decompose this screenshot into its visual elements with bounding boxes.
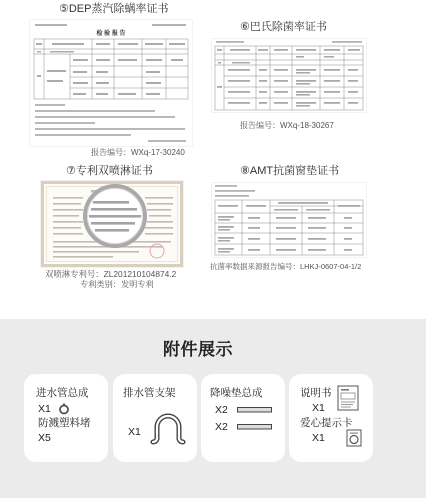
amt-certificate-caption: 抗菌率数据来源报告编号：LHKJ-0607-04-1/2 [210,262,362,271]
pasteur-certificate-image [212,39,366,112]
accessory-card-inlet-hose [24,374,108,462]
accessory-card-manual [289,374,373,462]
inlet-hose-qty: X1 [38,403,51,415]
pasteur-certificate-caption: 报告编号：WXq-18-30267 [240,121,334,130]
splash-plug-label: 防溅塑料堵 [38,417,91,429]
pad-bar-icon [237,424,273,430]
patent-certificate-document [41,181,183,267]
pasteur-certificate-title: ⑥巴氏除菌率证书 [240,21,327,33]
patent-number-caption: 双喷淋专利号：ZL201210104874.2 [45,269,177,279]
patent-type-caption: 专利类别：发明专利 [80,280,154,289]
dep-certificate-title: ⑤DEP蒸汽除螨率证书 [59,3,169,15]
amt-certificate-image [212,183,366,257]
manual-icon [337,385,359,411]
bracket-icon [150,409,186,445]
manual-label: 说明书 [300,387,332,399]
drain-bracket-label: 排水管支架 [123,387,176,399]
patent-certificate-image [41,181,183,267]
pasteur-certificate-document [212,39,366,112]
dep-certificate-image [30,20,192,146]
accessory-card-drain-bracket [113,374,197,462]
tip-card-icon [346,429,362,447]
pad-bar-icon [237,407,273,413]
ring-icon [58,403,70,415]
amt-certificate-document [212,183,366,257]
magnifier-lens [85,186,145,246]
splash-plug-qty: X5 [38,432,51,444]
amt-certificate-title: ⑧AMT抗菌窗垫证书 [240,165,340,177]
accessory-card-noise-pad [201,374,285,462]
patent-certificate-title: ⑦专利双喷淋证书 [66,165,153,177]
inlet-hose-label: 进水管总成 [36,387,89,399]
noise-pad-qty-2: X2 [215,421,228,433]
drain-bracket-qty: X1 [128,426,141,438]
manual-qty: X1 [312,402,325,414]
dep-certificate-caption: 报告编号：WXq-17-30240 [91,148,185,157]
tip-card-label: 爱心提示卡 [300,417,353,429]
accessories-section-title: 附件展示 [163,340,233,359]
noise-pad-qty-1: X2 [215,404,228,416]
tip-card-qty: X1 [312,432,325,444]
dep-certificate-document [30,20,192,146]
noise-pad-label: 降噪垫总成 [210,387,263,399]
report-title: 检 验 报 告 [96,31,126,37]
